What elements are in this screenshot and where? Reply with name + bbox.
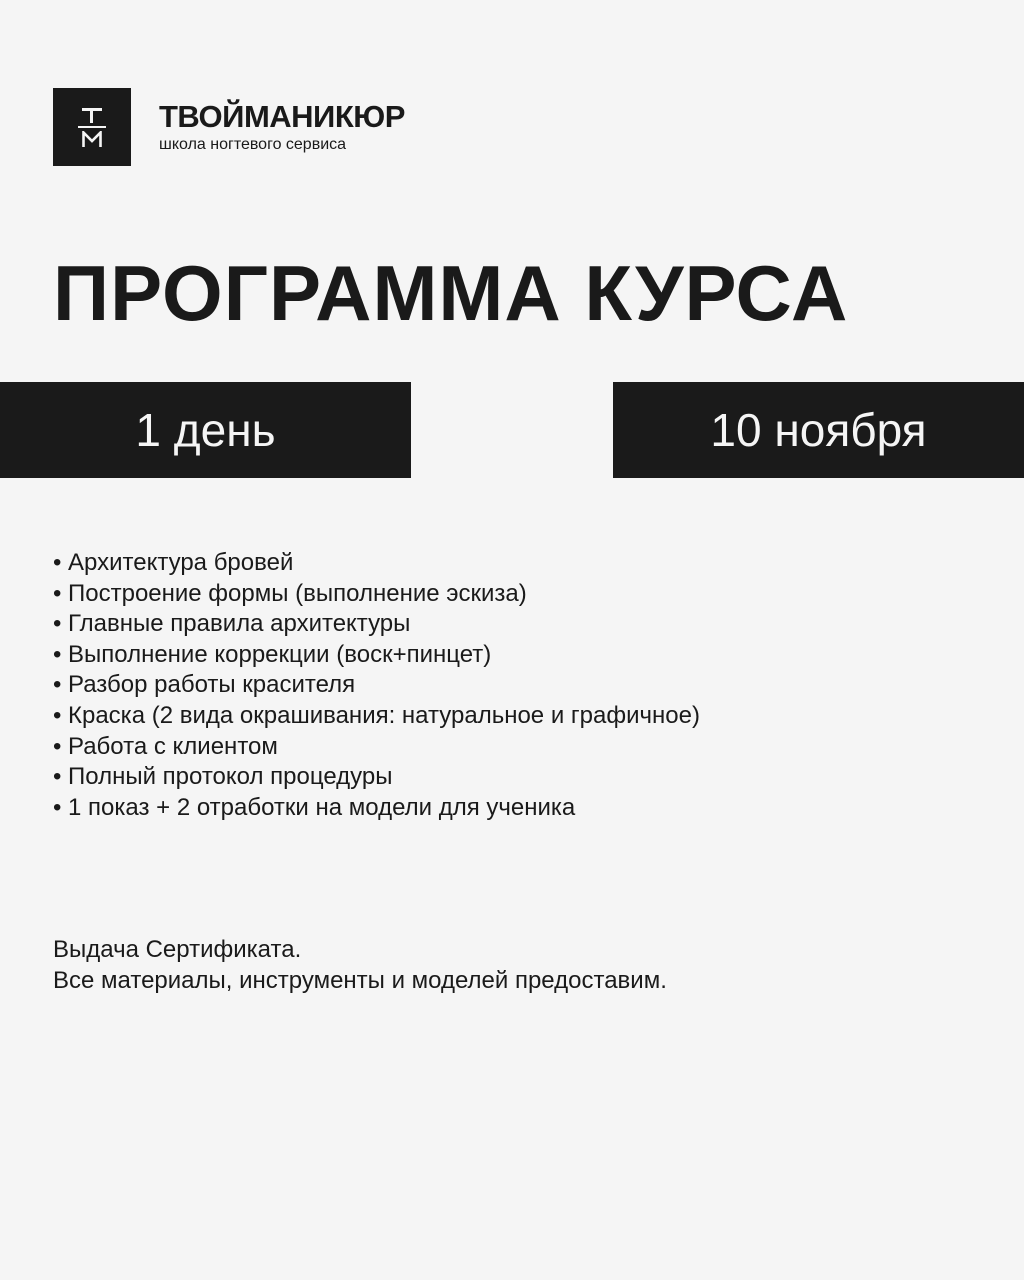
bullet-icon: • (53, 640, 62, 668)
brand-subtitle: школа ногтевого сервиса (159, 136, 347, 153)
brand-name: ТВОЙМАНИКЮР (159, 99, 405, 134)
bullet-icon: • (53, 610, 62, 638)
list-item: • Построение формы (выполнение эскиза) (53, 579, 700, 610)
logo-t-stem (90, 111, 93, 123)
duration-band (0, 382, 411, 478)
bullet-icon: • (53, 763, 62, 791)
tm-monogram-icon (53, 88, 131, 166)
list-item: • Работа с клиентом (53, 732, 700, 763)
list-item: • Выполнение коррекции (воск+пинцет) (53, 640, 700, 671)
program-list (53, 548, 700, 823)
certificate-note: Выдача Сертификата. (53, 936, 302, 963)
bullet-icon: • (53, 793, 62, 821)
bullet-icon: • (53, 671, 62, 699)
logo-divider (78, 126, 106, 128)
list-item: • Разбор работы красителя (53, 670, 700, 701)
bullet-icon: • (53, 701, 62, 729)
bullet-icon: • (53, 732, 62, 760)
duration-label: 1 день (135, 404, 276, 456)
list-item: • Полный протокол процедуры (53, 762, 700, 793)
list-item: • Архитектура бровей (53, 548, 700, 579)
bullet-icon: • (53, 579, 62, 607)
date-label: 10 ноября (710, 404, 927, 456)
list-item: • 1 показ + 2 отработки на модели для ученика (53, 793, 700, 824)
page-title: ПРОГРАММА КУРСА (53, 249, 849, 337)
list-item: • Главные правила архитектуры (53, 609, 700, 640)
date-band (613, 382, 1024, 478)
footer-note (53, 934, 667, 996)
list-item: • Краска (2 вида окрашивания: натуральное и графичное) (53, 701, 700, 732)
logo-m-glyph (82, 131, 102, 147)
materials-note: Все материалы, инструменты и моделей предоставим. (53, 967, 667, 994)
bullet-icon: • (53, 549, 62, 576)
